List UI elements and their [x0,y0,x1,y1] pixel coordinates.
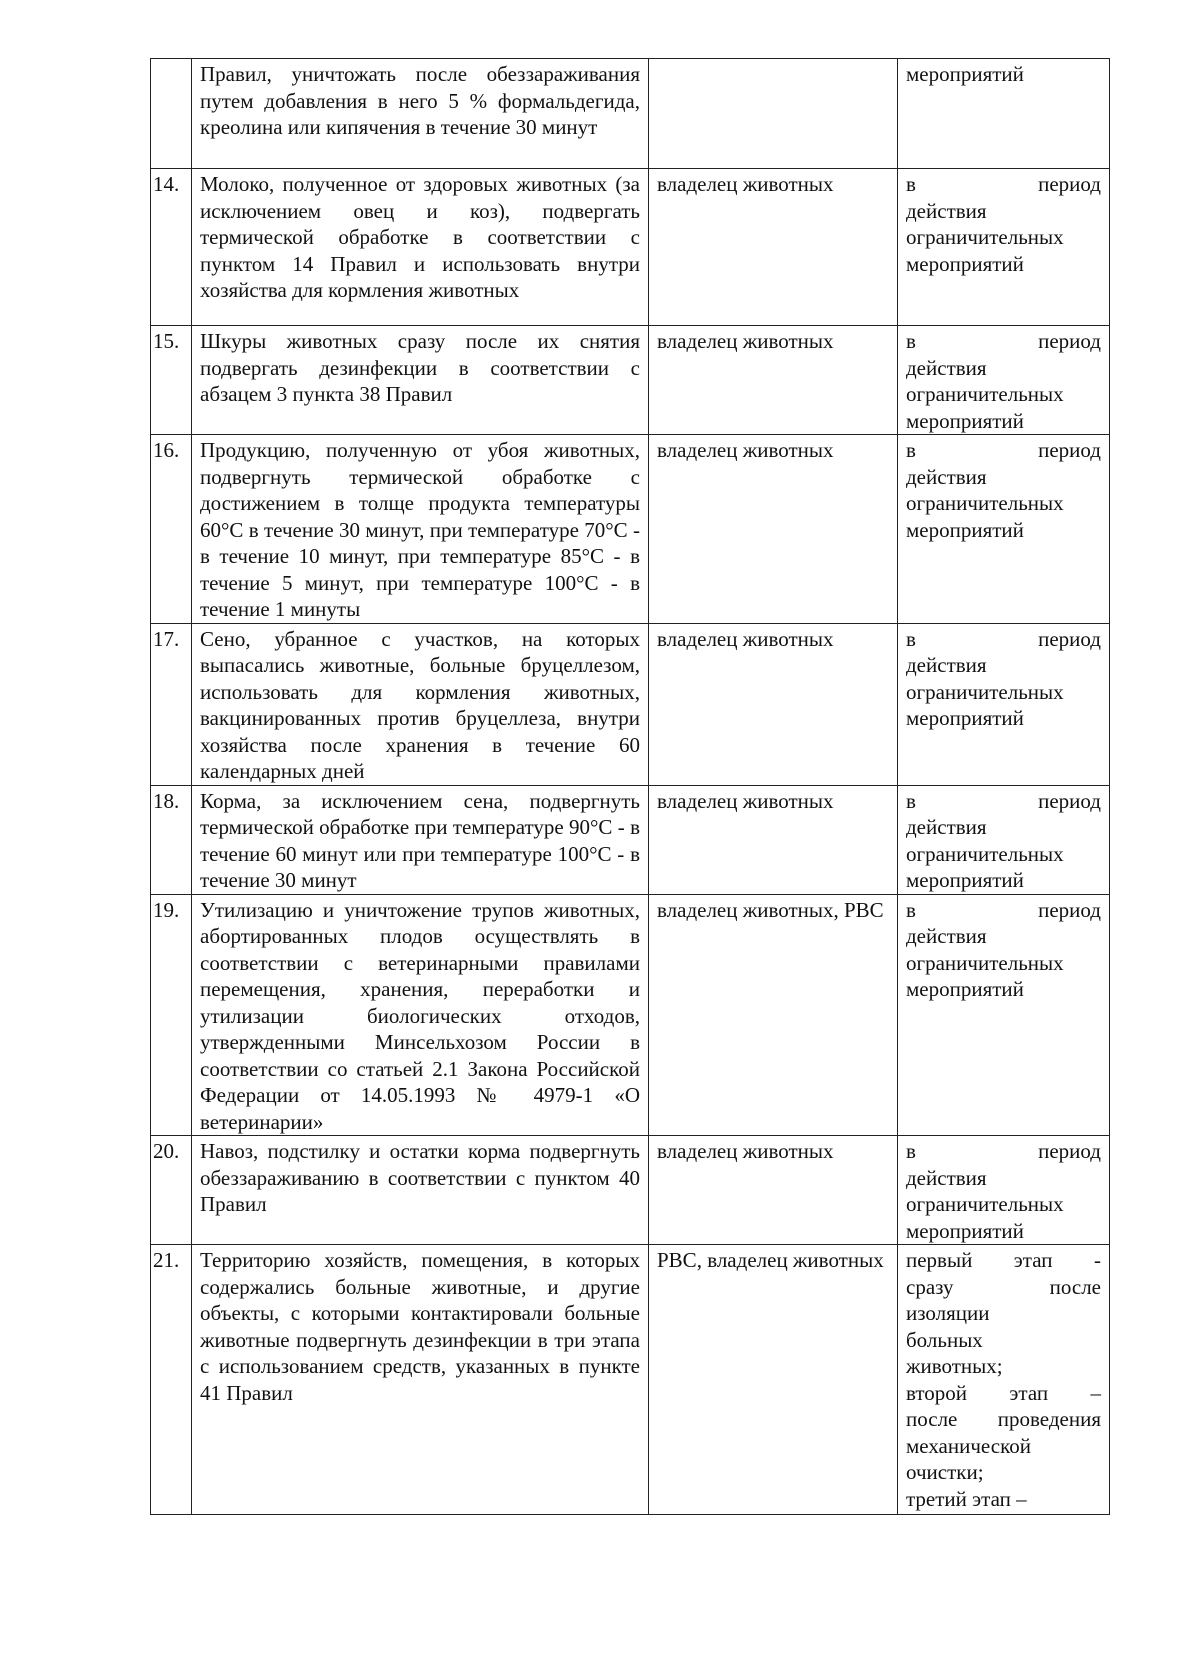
term-line: первый этап - [906,1248,1101,1272]
responsible-party: владелец животных [649,169,898,326]
term-line: очистки; [906,1460,984,1484]
responsible-party [649,59,898,169]
row-number: 15. [151,326,192,435]
document-page [150,58,1101,1515]
term-line: в период [906,1139,1101,1163]
term-line: второй этап – [906,1380,1101,1405]
responsible-party: владелец животных [649,326,898,435]
row-number: 16. [151,435,192,624]
table-row [151,326,1110,435]
term-line: действия [906,1165,987,1190]
measure-description: Шкуры животных сразу после их снятия подвергать дезинфекции в соответствии с абзацем 3 пункта 38 Правил [192,326,649,435]
term-line: ограничительных [906,491,1064,515]
execution-term [898,623,1110,785]
responsible-party: владелец животных, РВС [649,894,898,1136]
responsible-party: владелец животных [649,435,898,624]
responsible-party: владелец животных [649,785,898,894]
term-line: действия [906,198,987,223]
table-row [151,59,1110,169]
term-line: в период [906,438,1101,462]
execution-term [898,435,1110,624]
term-line: мероприятий [906,408,1024,433]
term-line: мероприятий [906,62,1024,86]
execution-term [898,59,1110,169]
table-row [151,623,1110,785]
row-number: 17. [151,623,192,785]
measure-description: Территорию хозяйств, помещения, в которых содержались больные животные, и другие объекты, с которыми контактировали больные животные подвергнуть дезинфекции в три этапа с использованием средств, указанных в пункте 41 Правил [192,1245,649,1515]
term-line: действия [906,924,987,948]
execution-term [898,785,1110,894]
term-line: действия [906,464,987,489]
term-line: действия [906,815,987,839]
execution-term [898,1245,1110,1515]
table-row [151,169,1110,326]
execution-term [898,169,1110,326]
table-row [151,1245,1110,1515]
table-row [151,435,1110,624]
term-line: ограничительных [906,679,1064,704]
term-line: мероприятий [906,251,1024,276]
table-row [151,785,1110,894]
execution-term [898,1136,1110,1245]
row-number: 19. [151,894,192,1136]
term-line: ограничительных [906,841,1064,866]
term-line: ограничительных [906,225,1064,249]
term-line: мероприятий [906,868,1024,892]
row-number [151,59,192,169]
measure-description: Сено, убранное с участков, на которых выпасались животные, больные бруцеллезом, использовать для кормления животных, вакцинированных против бруцеллеза, внутри хозяйства после хранения в течение 60 календарных дней [192,623,649,785]
term-line: в период [906,897,1101,922]
term-line: изоляции [906,1301,990,1325]
term-line: ограничительных [906,382,1064,406]
row-number: 20. [151,1136,192,1245]
measure-description: Молоко, полученное от здоровых животных (за исключением овец и коз), подвергать термической обработке в соответствии с пунктом 14 Правил и использовать внутри хозяйства для кормления животных [192,169,649,326]
measure-description: Корма, за исключением сена, подвергнуть термической обработке при температуре 90°C - в течение 60 минут или при температуре 100°C - в течение 30 минут [192,785,649,894]
term-line: мероприятий [906,1218,1024,1243]
term-line: мероприятий [906,517,1024,542]
term-line: в период [906,788,1101,813]
term-line: в период [906,172,1101,196]
term-line: действия [906,355,987,380]
responsible-party: владелец животных [649,623,898,785]
measures-table [150,58,1110,1515]
row-number: 21. [151,1245,192,1515]
term-line: механической [906,1433,1031,1458]
measure-description: Утилизацию и уничтожение трупов животных, абортированных плодов осуществлять в соответствии с ветеринарными правилами перемещения, хранения, переработки и утилизации биологических отходов, утвержденными Минсельхозом России в соответствии со статьей 2.1 Закона Российской Федерации от 14.05.1993 № 4979-1 «О ветеринарии» [192,894,649,1136]
execution-term [898,894,1110,1136]
term-line: мероприятий [906,706,1024,730]
term-line: третий этап – [906,1486,1027,1511]
term-line: действия [906,653,987,677]
measure-description: Правил, уничтожать после обеззараживания путем добавления в него 5 % формальдегида, креолина или кипячения в течение 30 минут [192,59,649,169]
term-line: в период [906,329,1101,353]
responsible-party: РВС, владелец животных [649,1245,898,1515]
row-number: 18. [151,785,192,894]
row-number: 14. [151,169,192,326]
measure-description: Навоз, подстилку и остатки корма подвергнуть обеззараживанию в соответствии с пунктом 40 Правил [192,1136,649,1245]
responsible-party: владелец животных [649,1136,898,1245]
term-line: ограничительных [906,1192,1064,1216]
term-line: сразу после [906,1274,1101,1299]
table-row [151,1136,1110,1245]
term-line: в период [906,626,1101,651]
measures-table-body [151,59,1110,1515]
term-line: мероприятий [906,977,1024,1001]
execution-term [898,326,1110,435]
term-line: после проведения [906,1407,1101,1431]
term-line: больных [906,1327,983,1352]
term-line: ограничительных [906,950,1064,975]
term-line: животных; [906,1354,1003,1378]
measure-description: Продукцию, полученную от убоя животных, подвергнуть термической обработке с достижением в толще продукта температуры 60°C в течение 30 минут, при температуре 70°C - в течение 10 минут, при температуре 85°C - в течение 5 минут, при температуре 100°C - в течение 1 минуты [192,435,649,624]
table-row [151,894,1110,1136]
